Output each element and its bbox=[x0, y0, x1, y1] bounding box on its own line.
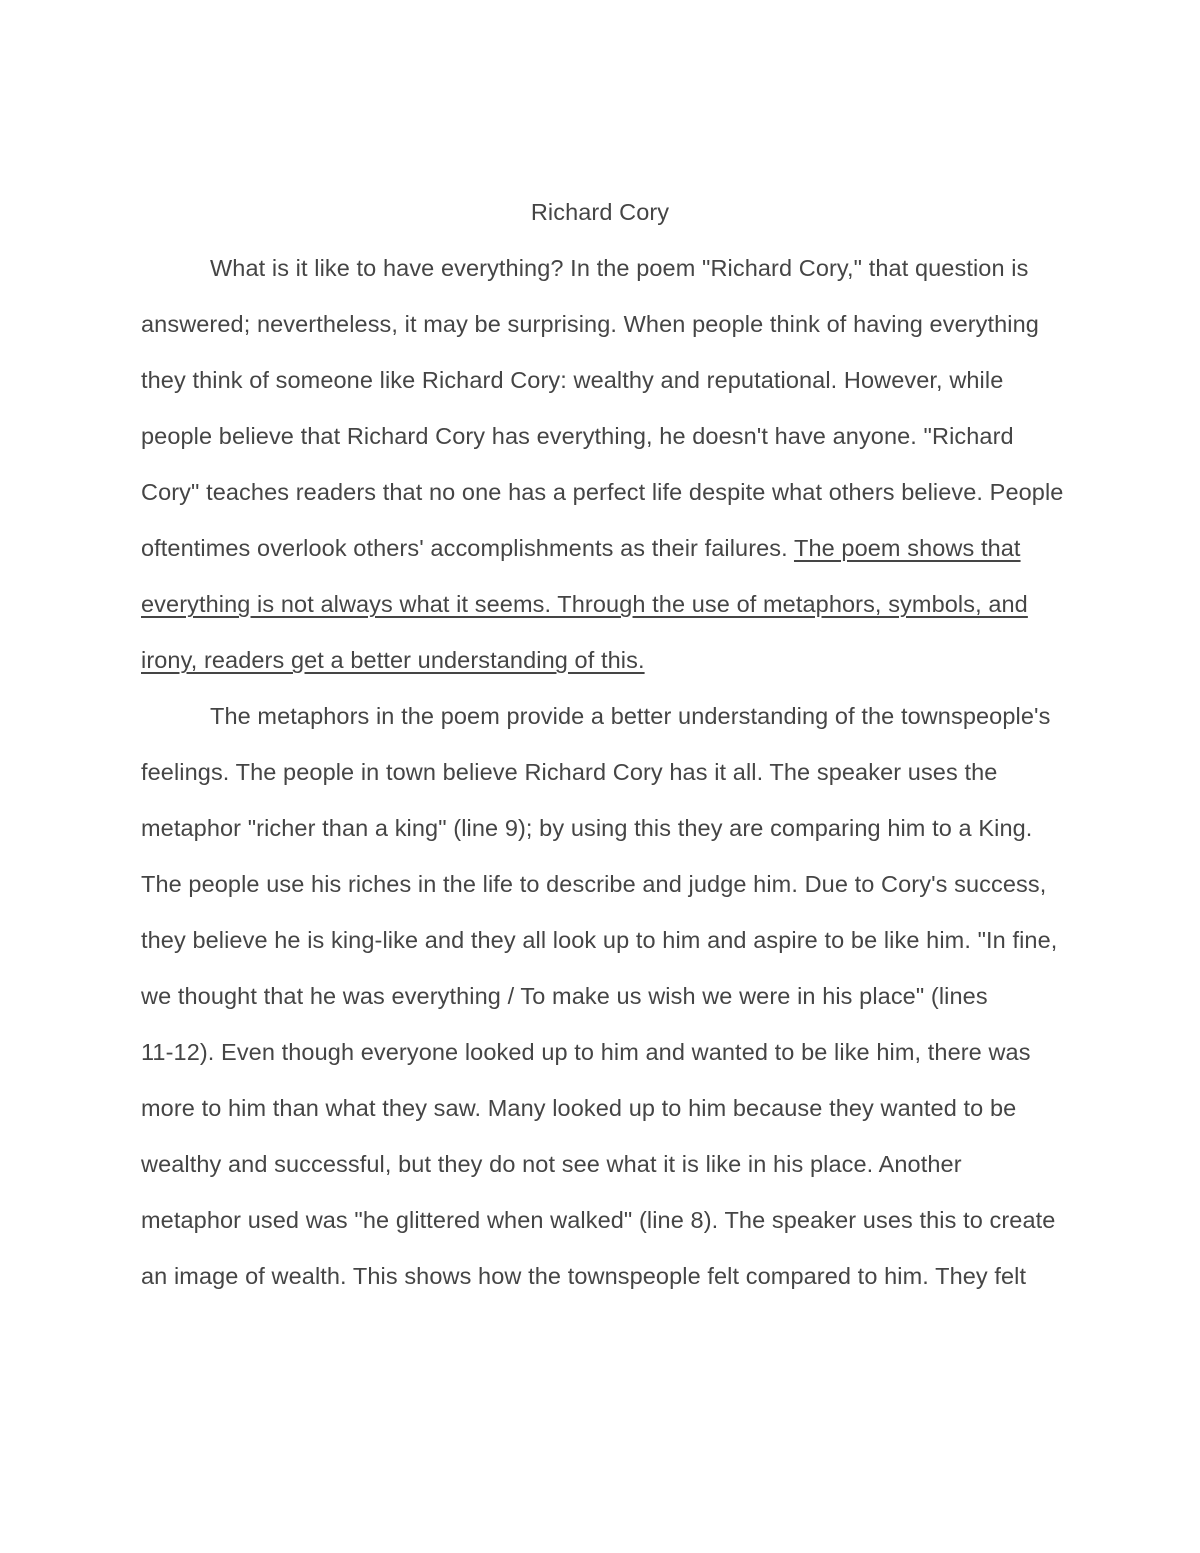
paragraph-2-line-9 bbox=[141, 1136, 1059, 1192]
text-segment: they believe he is king-like and they all look up to him and aspire to be like him. "In fine, bbox=[141, 927, 1058, 953]
text-segment: metaphor "richer than a king" (line 9); by using this they are comparing him to a King. bbox=[141, 815, 1033, 841]
text-segment: What is it like to have everything? In the poem "Richard Cory," that question is bbox=[210, 255, 1029, 281]
paragraph-1-line-8 bbox=[141, 632, 1059, 688]
text-segment: The metaphors in the poem provide a better understanding of the townspeople's bbox=[210, 703, 1051, 729]
underlined-text-segment: everything is not always what it seems. Through the use of metaphors, symbols, and bbox=[141, 591, 1028, 617]
text-segment: feelings. The people in town believe Richard Cory has it all. The speaker uses the bbox=[141, 759, 998, 785]
paragraph-1-line-6 bbox=[141, 520, 1059, 576]
paragraph-2-line-1 bbox=[141, 688, 1059, 744]
paragraph-2-line-5 bbox=[141, 912, 1059, 968]
text-segment: The people use his riches in the life to describe and judge him. Due to Cory's success, bbox=[141, 871, 1047, 897]
paragraph-1-line-1 bbox=[141, 240, 1059, 296]
text-segment: people believe that Richard Cory has everything, he doesn't have anyone. "Richard bbox=[141, 423, 1014, 449]
text-segment: an image of wealth. This shows how the townspeople felt compared to him. They felt bbox=[141, 1263, 1027, 1289]
paragraph-2-line-7 bbox=[141, 1024, 1059, 1080]
text-segment: metaphor used was "he glittered when walked" (line 8). The speaker uses this to create bbox=[141, 1207, 1056, 1233]
text-segment: wealthy and successful, but they do not see what it is like in his place. Another bbox=[141, 1151, 962, 1177]
paragraph-2-line-8 bbox=[141, 1080, 1059, 1136]
text-segment: oftentimes overlook others' accomplishments as their failures. bbox=[141, 535, 794, 561]
underlined-text-segment: The poem shows that bbox=[793, 535, 1021, 561]
document-content bbox=[141, 184, 1064, 1304]
document-body bbox=[141, 240, 1064, 1304]
text-segment: we thought that he was everything / To make us wish we were in his place" (lines bbox=[141, 983, 988, 1009]
paragraph-2-line-2 bbox=[141, 744, 1059, 800]
paragraph-1-line-2 bbox=[141, 296, 1059, 352]
paragraph-2-line-4 bbox=[141, 856, 1059, 912]
document-title: Richard Cory bbox=[530, 199, 670, 225]
paragraph-1-line-5 bbox=[141, 464, 1064, 520]
underlined-text-segment: irony, readers get a better understanding of this. bbox=[141, 647, 645, 673]
paragraph-1-line-7 bbox=[141, 576, 1059, 632]
paragraph-2-line-10 bbox=[141, 1192, 1059, 1248]
text-segment: more to him than what they saw. Many looked up to him because they wanted to be bbox=[141, 1095, 1017, 1121]
paragraph-2-line-6 bbox=[141, 968, 1059, 1024]
text-segment: answered; nevertheless, it may be surprising. When people think of having everything bbox=[141, 311, 1039, 337]
text-segment: 11-12). Even though everyone looked up to him and wanted to be like him, there was bbox=[141, 1039, 1031, 1065]
paragraph-2-line-3 bbox=[141, 800, 1059, 856]
paragraph-1-line-4 bbox=[141, 408, 1059, 464]
text-segment: Cory" teaches readers that no one has a perfect life despite what others believe. People bbox=[141, 479, 1064, 505]
text-segment: they think of someone like Richard Cory: wealthy and reputational. However, while bbox=[141, 367, 1004, 393]
paragraph-2-line-11 bbox=[141, 1248, 1059, 1304]
paragraph-1-line-3 bbox=[141, 352, 1059, 408]
